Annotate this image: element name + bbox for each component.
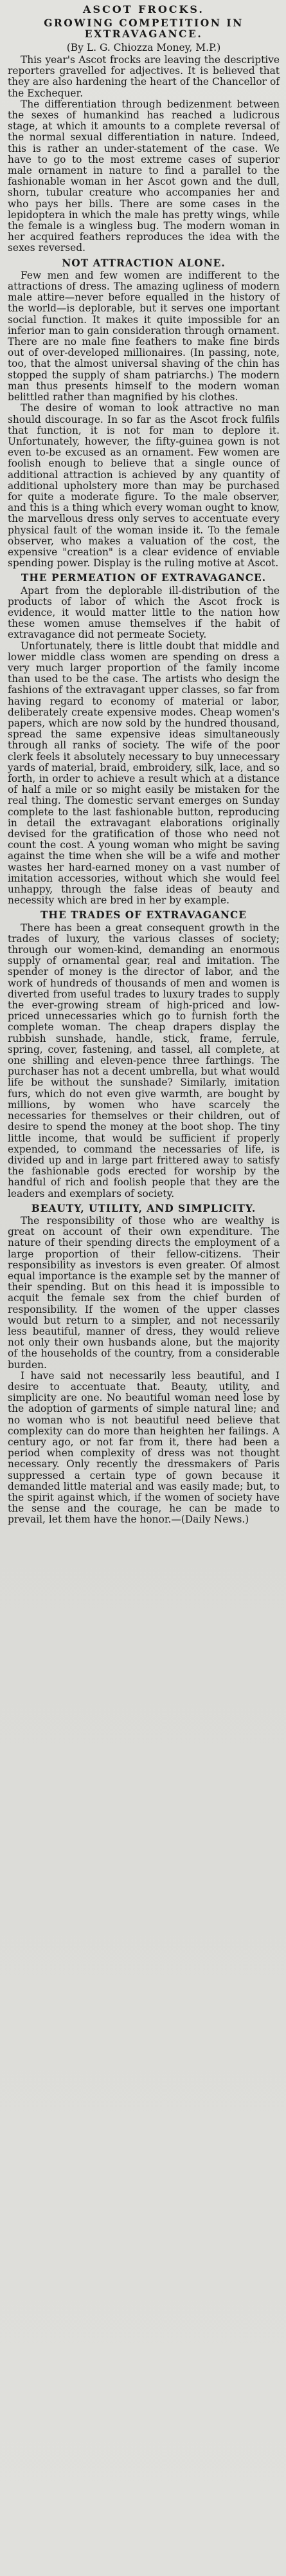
section-heading: NOT ATTRACTION ALONE. [62, 257, 226, 269]
section-heading: THE TRADES OF EXTRAVAGANCE [40, 909, 247, 922]
section-permeation-of-extravagance [8, 573, 280, 906]
section-paragraph: There has been a great consequent growth in the trades of luxury, the various classes of society; through our women-kind, demanding an enormous supply of ornamental gear, real and imitation. The spender of money is the director of labor, and the work of hundreds of thousands of men and women is diverted from useful trades to luxury trades to supply the ever-growing stream of high-priced and low-priced unnecessaries which go to furnish forth the complete woman. The cheap drapers display the rubbish sunshade, handle, stick, frame, ferrule, spring, cover, fastening, and tassel, all complete, at one shilling and eleven-pence three farthings. The purchaser has not a decent umbrella, but what would life be without the sunshade? Similarly, imitation furs, which do not even give warmth, are bought by millions, by women who have scarcely the necessaries for themselves or their children, out of desire to spend the money at the boot shop. The tiny little income, that would be sufficient if properly expended, to command the necessaries of life, is divided up and in large part frittered away to satisfy the fashionable gods erected for worship by the handful of rich and foolish people that they are the leaders and exemplars of society. [8, 922, 280, 1200]
article-byline: (By L. G. Chiozza Money, M.P.) [66, 42, 221, 53]
article-headline: GROWING COMPETITION IN EXTRAVAGANCE. [44, 17, 244, 40]
section-trades-of-extravagance [8, 910, 280, 1199]
section-paragraph: Unfortunately, there is little doubt that middle and lower middle class women are spending on dress a very much larger proportion of the family income than used to be the case. The artists who design the fashions of the extravagant upper classes, so far from having regard to economy of material or labor, deliberately create expensive modes. Cheap women's papers, which are now sold by the hundred thousand, spread the same expensive ideas simultaneously through all ranks of society. The wife of the poor clerk feels it absolutely necessary to buy unnecessary yards of material, braid, embroidery, silk, lace, and so forth, in order to achieve a result which at a distance of half a mile or so might easily be mistaken for the real thing. The domestic servant emerges on Sunday complete to the last fashionable button, reproducing in detail the extravagant elaborations originally devised for the gratification of those who need not count the cost. A young woman who might be saving against the time when she will be a wife and mother wastes her hard-earned money on a vast number of imitation accessories, without which she would feel unhappy, through the false ideas of beauty and necessity which are bred in her by example. [8, 640, 280, 907]
section-paragraph: Apart from the deplorable ill-distribution of the products of labor of which the Ascot frock is evidence, it would matter little to the nation how these women amuse themselves if the habit of extravagance did not permeate Society. [8, 584, 280, 641]
section-not-attraction-alone [8, 258, 280, 570]
section-paragraph: I have said not necessarily less beautiful, and I desire to accentuate that. Beauty, utility, and simplicity are one. No beautiful woman need lose by the adoption of garments of simple natural line; and no woman who is not beautiful need believe that complexity can do more than heighten her failings. A century ago, or not far from it, there had been a period when complexity of dress was not thought necessary. Only recently the dressmakers of Paris suppressed a certain type of gown because it demanded little material and was easily made; but, to the spirit against which, if the women of society have the sense and the courage, he can be made to prevail, let them have the honor.—(Daily News.) [8, 1369, 280, 1526]
intro-block [8, 55, 280, 254]
section-paragraph: The responsibility of those who are wealthy is great on account of their own expenditure. The nature of their spending directs the employment of a large proportion of their fellow-citizens. Their responsibility as investors is even greater. Of almost equal importance is the example set by the manner of their spending. But on this head it is impossible to acquit the female sex from the chief burden of responsibility. If the women of the upper classes would but return to a simpler, and not necessarily less beautiful, manner of dress, they would relieve not only their own husbands alone, but the majority of the households of the country, from a considerable burden. [8, 1214, 280, 1371]
article-kicker: ASCOT FROCKS. [83, 3, 204, 15]
section-beauty-utility-simplicity [8, 1203, 280, 1526]
intro-paragraph: This year's Ascot frocks are leaving the descriptive reporters gravelled for adjectives. It is believed that they are also hardening the heart of the Chancellor of the Exchequer. [8, 54, 280, 99]
section-paragraph: Few men and few women are indifferent to the attractions of dress. The amazing ugliness of modern male attire—never before equalled in the history of the world—is deplorable, but it serves one important social function. It makes it quite impossible for an inferior man to gain consideration through ornament. There are no male fine feathers to make fine birds out of over-developed millionaires. (In passing, note, too, that the almost universal shaving of the chin has stopped the supply of sham patriarchs.) The modern man thus presents himself to the modern woman belittled rather than magnified by his clothes. [8, 269, 280, 403]
section-heading: THE PERMEATION OF EXTRAVAGANCE. [21, 572, 267, 584]
intro-paragraph: The differentiation through bedizenment between the sexes of humankind has reached a ludicrous stage, at which it amounts to a complete reversal of the normal sexual differentiation in nature. Indeed, this is rather an under-statement of the case. We have to go to the most extreme cases of superior male ornament in nature to find a parallel to the fashionable woman in her Ascot gown and the dull, shorn, tubular creature who accompanies her and who pays her bills. There are some cases in the lepidoptera in which the male has pretty wings, while the female is a wingless bug. The modern woman in her acquired feathers reproduces the idea with the sexes reversed. [8, 98, 280, 254]
section-paragraph: The desire of woman to look attractive no man should discourage. In so far as the Ascot frock fulfils that function, it is not for man to deplore it. Unfortunately, however, the fifty-guinea gown is not even to-be excused as an ornament. Few women are foolish enough to believe that a single ounce of additional attraction is achieved by any quantity of additional upholstery more than may be purchased for quite a moderate figure. To the male observer, and this is a thing which every woman ought to know, the marvellous dress only serves to accentuate every physical fault of the woman inside it. To the female observer, who makes a valuation of the cost, the expensive "creation" is a clear evidence of enviable spending power. Display is the ruling motive at Ascot. [8, 402, 280, 570]
section-heading: BEAUTY, UTILITY, AND SIMPLICITY. [31, 1202, 256, 1214]
